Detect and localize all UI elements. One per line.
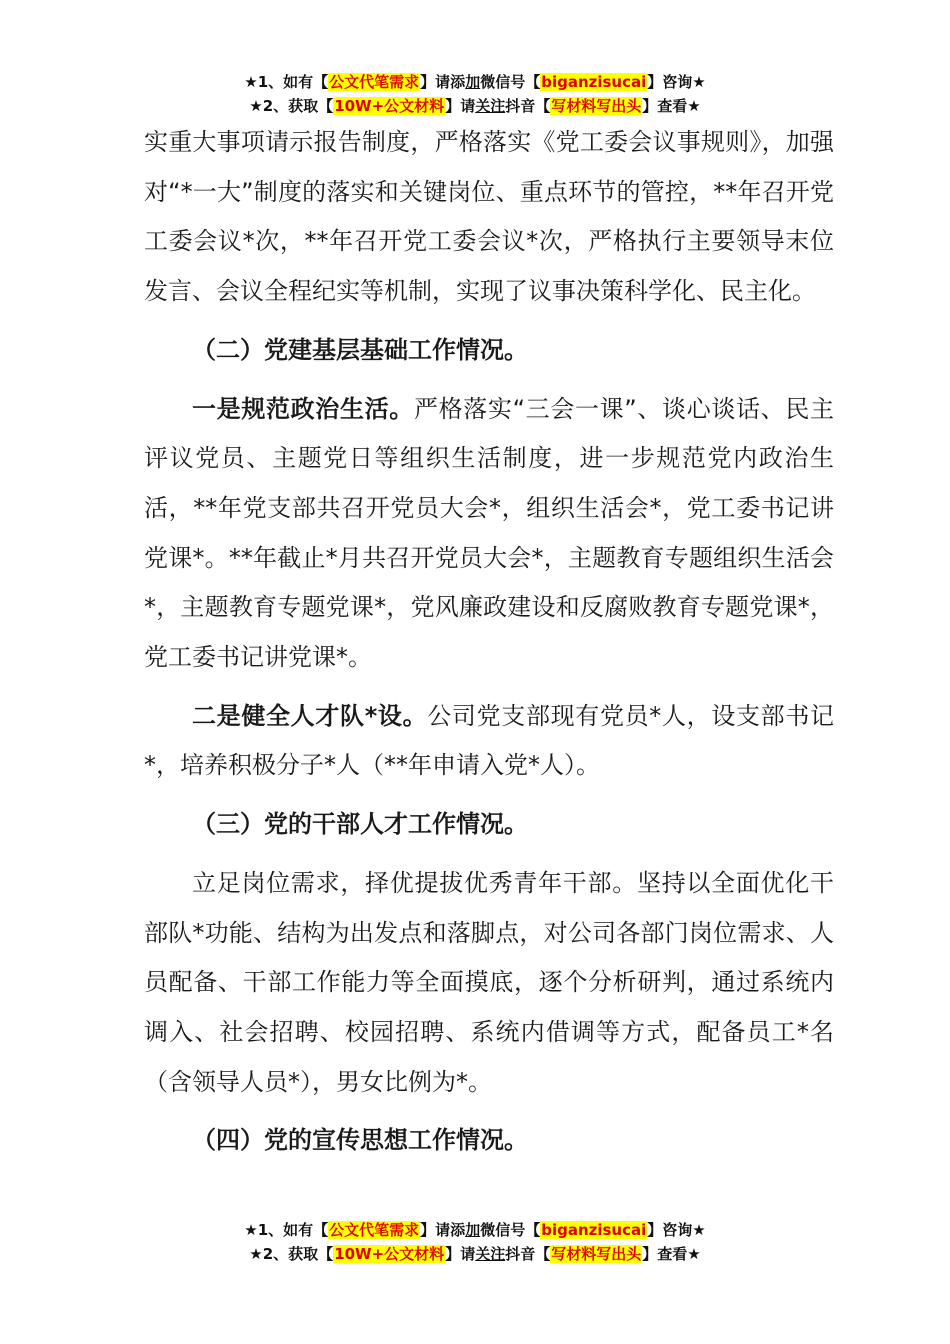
paragraph-cadre-talent: 立足岗位需求，择优提拔优秀青年干部。坚持以全面优化干部队*功能、结构为出发点和落脚点，对公司各部门岗位需求、人员配备、干部工作能力等全面摸底，逐个分析研判，通过系统内调入、社会招聘、校园招聘、系统内借调等方式，配备员工*名（含领导人员*），男女比例为*。 (144, 868, 834, 1096)
banner-line-1 (0, 70, 950, 94)
banner-underlined: 关注 (475, 1245, 506, 1263)
banner-line-1 (0, 1218, 950, 1242)
paragraph-political-life (144, 385, 834, 683)
banner-text: 】咨询★ (647, 73, 706, 91)
paragraph-text: 严格落实“三会一课”、谈心谈话、民主评议党员、主题党日等组织生活制度，进一步规范党内政治生活，**年党支部共召开党员大会*，组织生活会*，党工委书记讲党课*。**年截止*月共召开党员大会*，主题教育专题组织生活会*，主题教育专题党课*，党风廉政建设和反腐败教育专题党课*，党工委书记讲党课*。 (144, 394, 835, 672)
banner-text: 抖音【 (505, 1245, 551, 1263)
banner-text: 】请 (445, 97, 476, 115)
paragraph-lead: 二是健全人才队*设。 (192, 701, 428, 730)
banner-text: 微信号【 (480, 1221, 541, 1239)
paragraph-continued: 实重大事项请示报告制度，严格落实《党工委会议事规则》，加强对“*一大”制度的落实和关键岗位、重点环节的管控，**年召开党工委会议*次，**年召开党工委会议*次，严格执行主要领导末位发言、会议全程纪实等机制，实现了议事决策科学化、民主化。 (144, 128, 834, 306)
document-body (144, 118, 834, 1166)
top-banner (0, 70, 950, 118)
banner-highlight: 写材料写出头 (551, 97, 642, 115)
section-heading-3: （三）党的干部人才工作情况。 (192, 810, 528, 839)
banner-text: 】请 (445, 1245, 476, 1263)
banner-text: 】请添 (420, 73, 466, 91)
bottom-banner (0, 1218, 950, 1266)
banner-highlight: 10W+公文材料 (334, 97, 445, 115)
section-heading-2: （二）党建基层基础工作情况。 (192, 335, 528, 364)
paragraph-text: 公司党支部现有党员*人，设支部书记*，培养积极分子*人（**年申请入党*人）。 (144, 701, 834, 780)
banner-underlined: 关注 (475, 97, 506, 115)
banner-text: ★1、如有【 (244, 73, 329, 91)
banner-text: ★2、获取【 (249, 97, 334, 115)
section-heading-4: （四）党的宣传思想工作情况。 (192, 1126, 528, 1155)
banner-text: 】咨询★ (647, 1221, 706, 1239)
banner-line-2 (0, 94, 950, 118)
banner-highlight: 写材料写出头 (551, 1245, 642, 1263)
banner-text: 】查看★ (642, 1245, 701, 1263)
banner-underlined: 加 (465, 1221, 481, 1239)
banner-underlined: 加 (465, 73, 481, 91)
banner-text: 抖音【 (505, 97, 551, 115)
banner-text: 微信号【 (480, 73, 541, 91)
banner-line-2 (0, 1242, 950, 1266)
banner-text: 】请添 (420, 1221, 466, 1239)
paragraph-lead: 一是规范政治生活。 (192, 394, 414, 423)
banner-highlight: 公文代笔需求 (329, 73, 420, 91)
banner-highlight: biganzisucai (541, 73, 647, 91)
banner-highlight: 10W+公文材料 (334, 1245, 445, 1263)
banner-text: 】查看★ (642, 97, 701, 115)
banner-highlight: biganzisucai (541, 1221, 647, 1239)
banner-text: ★1、如有【 (244, 1221, 329, 1239)
banner-text: ★2、获取【 (249, 1245, 334, 1263)
banner-highlight: 公文代笔需求 (329, 1221, 420, 1239)
paragraph-talent-team (144, 692, 834, 791)
